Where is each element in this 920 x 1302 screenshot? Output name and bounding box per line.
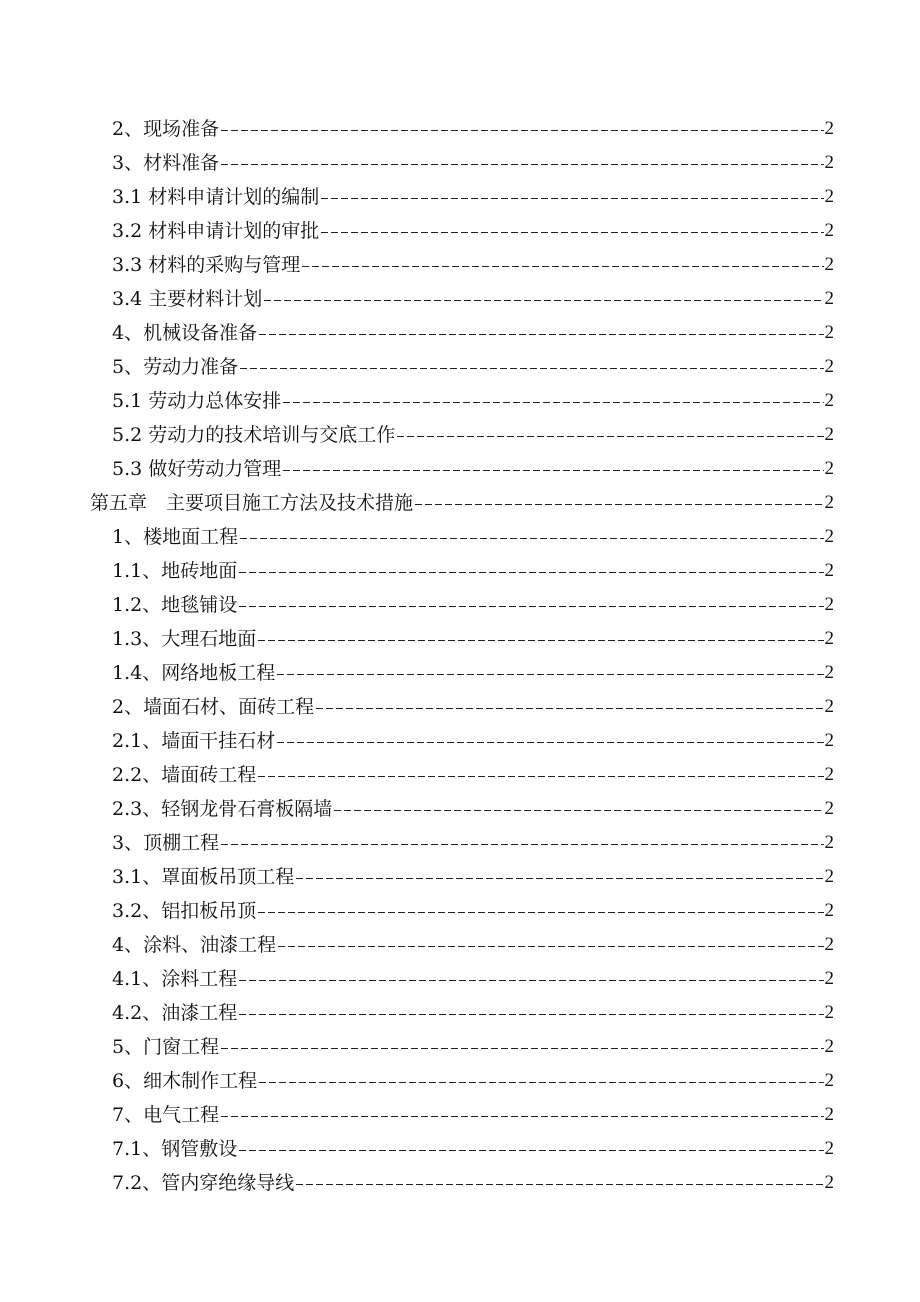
toc-page-number: 2 (824, 1172, 834, 1193)
toc-page-number: 2 (824, 1002, 834, 1023)
toc-entry-material-plan-compile[interactable] (0, 180, 920, 214)
toc-entry-site-prep[interactable] (0, 112, 920, 146)
toc-entry-main-material-plan[interactable] (0, 282, 920, 316)
toc-entry-coating-paint[interactable] (0, 928, 920, 962)
toc-entry-labor-management[interactable] (0, 452, 920, 486)
toc-entry-title: 5、门窗工程 (112, 1036, 220, 1058)
dotted-leader (258, 640, 823, 641)
toc-entry-material-plan-approve[interactable] (0, 214, 920, 248)
toc-page-number: 2 (824, 696, 834, 717)
dotted-leader (277, 674, 823, 675)
toc-page-number: 2 (824, 968, 834, 989)
toc-entry-title: 1.1、地砖地面 (112, 560, 238, 582)
dotted-leader (258, 776, 823, 777)
toc-page-number: 2 (824, 594, 834, 615)
toc-page-number: 2 (824, 424, 834, 445)
dotted-leader (277, 742, 823, 743)
toc-page-number: 2 (824, 832, 834, 853)
table-of-contents (0, 112, 920, 1200)
toc-entry-wall-stone-tile[interactable] (0, 690, 920, 724)
toc-page-number: 2 (824, 628, 834, 649)
toc-page-number: 2 (824, 152, 834, 173)
toc-entry-material-prep[interactable] (0, 146, 920, 180)
toc-page-number: 2 (824, 526, 834, 547)
toc-entry-insulated-wire[interactable] (0, 1166, 920, 1200)
toc-page-number: 2 (824, 560, 834, 581)
toc-page-number: 2 (824, 1138, 834, 1159)
toc-page-number: 2 (824, 866, 834, 887)
toc-entry-dry-hung-stone[interactable] (0, 724, 920, 758)
dotted-leader (278, 946, 823, 947)
dotted-leader (283, 402, 823, 403)
toc-page-number: 2 (824, 730, 834, 751)
toc-entry-title: 4、涂料、油漆工程 (112, 934, 277, 956)
dotted-leader (259, 1082, 823, 1083)
toc-page-number: 2 (824, 900, 834, 921)
toc-entry-material-procurement[interactable] (0, 248, 920, 282)
toc-entry-title: 3.2、铝扣板吊顶 (112, 900, 257, 922)
dotted-leader (221, 164, 823, 165)
toc-entry-title: 4.1、涂料工程 (112, 968, 238, 990)
dotted-leader (221, 1116, 823, 1117)
toc-entry-title: 3.1 材料申请计划的编制 (112, 186, 320, 208)
toc-entry-cover-panel-ceiling[interactable] (0, 860, 920, 894)
toc-page-number: 2 (824, 322, 834, 343)
toc-entry-title: 3、材料准备 (112, 152, 220, 174)
toc-entry-paint[interactable] (0, 996, 920, 1030)
toc-entry-title: 6、细木制作工程 (112, 1070, 258, 1092)
dotted-leader (239, 980, 823, 981)
toc-page-number: 2 (824, 356, 834, 377)
toc-entry-title: 4、机械设备准备 (112, 322, 258, 344)
dotted-leader (221, 130, 823, 131)
dotted-leader (240, 538, 823, 539)
toc-entry-title: 5、劳动力准备 (112, 356, 239, 378)
toc-entry-title: 5.1 劳动力总体安排 (112, 390, 282, 412)
toc-entry-labor-training[interactable] (0, 418, 920, 452)
toc-page-number: 2 (824, 458, 834, 479)
dotted-leader (259, 334, 823, 335)
dotted-leader (240, 368, 823, 369)
toc-page-number: 2 (824, 1036, 834, 1057)
toc-page-number: 2 (824, 1070, 834, 1091)
toc-entry-chapter-5[interactable] (0, 486, 920, 520)
toc-entry-title: 3.3 材料的采购与管理 (112, 254, 301, 276)
toc-entry-title: 3.4 主要材料计划 (112, 288, 263, 310)
toc-page-number: 2 (824, 1104, 834, 1125)
toc-entry-doors-windows[interactable] (0, 1030, 920, 1064)
toc-page-number: 2 (824, 934, 834, 955)
toc-entry-gypsum-partition[interactable] (0, 792, 920, 826)
toc-entry-title: 7、电气工程 (112, 1104, 220, 1126)
toc-entry-title: 3.1、罩面板吊顶工程 (112, 866, 295, 888)
toc-page-number: 2 (824, 288, 834, 309)
toc-entry-title: 1.4、网络地板工程 (112, 662, 276, 684)
toc-entry-tile-floor[interactable] (0, 554, 920, 588)
toc-entry-coating[interactable] (0, 962, 920, 996)
dotted-leader (283, 470, 823, 471)
dotted-leader (221, 844, 823, 845)
toc-entry-carpet[interactable] (0, 588, 920, 622)
dotted-leader (321, 198, 823, 199)
dotted-leader (334, 810, 823, 811)
toc-page-number: 2 (824, 764, 834, 785)
toc-entry-electrical[interactable] (0, 1098, 920, 1132)
toc-page-number: 2 (824, 390, 834, 411)
dotted-leader (397, 436, 823, 437)
toc-entry-aluminum-ceiling[interactable] (0, 894, 920, 928)
toc-entry-steel-conduit[interactable] (0, 1132, 920, 1166)
toc-entry-title: 2.3、轻钢龙骨石膏板隔墙 (112, 798, 333, 820)
toc-page-number: 2 (824, 662, 834, 683)
toc-entry-wall-tile[interactable] (0, 758, 920, 792)
toc-entry-title: 7.2、管内穿绝缘导线 (112, 1172, 295, 1194)
toc-entry-title: 7.1、钢管敷设 (112, 1138, 238, 1160)
toc-entry-title: 1.2、地毯铺设 (112, 594, 238, 616)
toc-page-number: 2 (824, 118, 834, 139)
dotted-leader (321, 232, 823, 233)
toc-entry-title: 2.1、墙面干挂石材 (112, 730, 276, 752)
dotted-leader (239, 1150, 823, 1151)
dotted-leader (415, 504, 823, 505)
toc-page-number: 2 (824, 186, 834, 207)
toc-entry-title: 1、楼地面工程 (112, 526, 239, 548)
toc-page-number: 2 (824, 492, 834, 513)
dotted-leader (296, 1184, 823, 1185)
toc-entry-title: 2、墙面石材、面砖工程 (112, 696, 315, 718)
dotted-leader (239, 572, 823, 573)
toc-page-number: 2 (824, 798, 834, 819)
toc-chapter-title: 第五章 主要项目施工方法及技术措施 (90, 492, 414, 514)
toc-entry-title: 2、现场准备 (112, 118, 220, 140)
toc-entry-title: 4.2、油漆工程 (112, 1002, 238, 1024)
toc-entry-title: 5.3 做好劳动力管理 (112, 458, 282, 480)
toc-entry-marble-floor[interactable] (0, 622, 920, 656)
toc-entry-title: 3.2 材料申请计划的审批 (112, 220, 320, 242)
dotted-leader (264, 300, 823, 301)
toc-page-number: 2 (824, 220, 834, 241)
toc-entry-network-floor[interactable] (0, 656, 920, 690)
dotted-leader (316, 708, 823, 709)
toc-entry-title: 3、顶棚工程 (112, 832, 220, 854)
toc-entry-ceiling-works[interactable] (0, 826, 920, 860)
toc-entry-title: 1.3、大理石地面 (112, 628, 257, 650)
dotted-leader (296, 878, 823, 879)
toc-entry-labor-overall[interactable] (0, 384, 920, 418)
toc-entry-title: 2.2、墙面砖工程 (112, 764, 257, 786)
toc-entry-labor-prep[interactable] (0, 350, 920, 384)
toc-entry-title: 5.2 劳动力的技术培训与交底工作 (112, 424, 396, 446)
toc-entry-floor-works[interactable] (0, 520, 920, 554)
toc-page-number: 2 (824, 254, 834, 275)
dotted-leader (258, 912, 823, 913)
dotted-leader (221, 1048, 823, 1049)
toc-entry-fine-woodwork[interactable] (0, 1064, 920, 1098)
dotted-leader (239, 1014, 823, 1015)
toc-entry-machinery-prep[interactable] (0, 316, 920, 350)
dotted-leader (239, 606, 823, 607)
dotted-leader (302, 266, 823, 267)
